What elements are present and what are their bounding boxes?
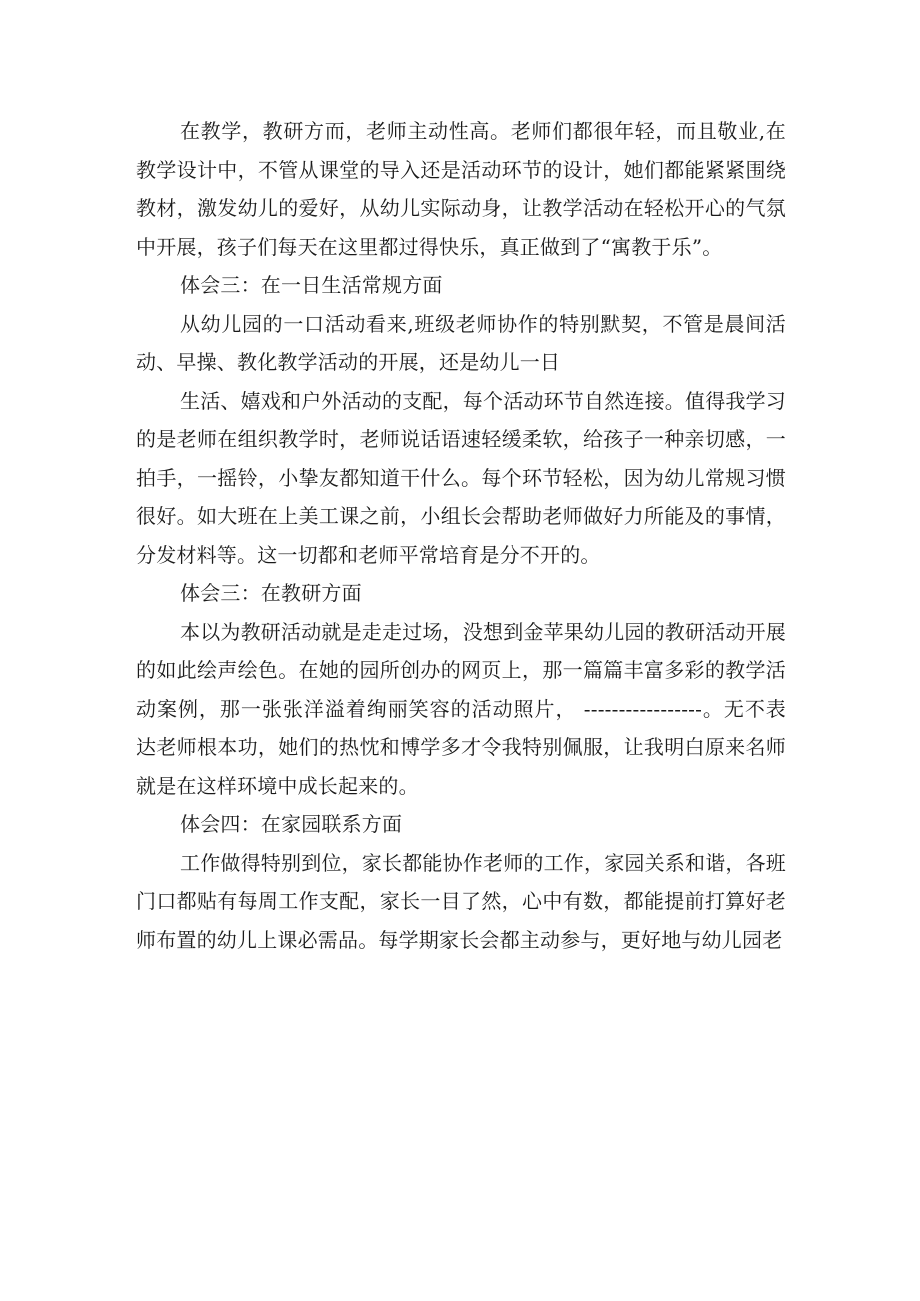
paragraph-home-school: 工作做得特别到位，家长都能协作老师的工作，家园关系和谐，各班门口都贴有每周工作支配，家长一目了然，心中有数，都能提前打算好老师布置的幼儿上课必需品。每学期家长会都主动参与，更好地与幼儿园老 <box>136 850 786 952</box>
heading-home-school: 体会四：在家园联系方面 <box>180 812 403 836</box>
paragraph-daily-activities: 从幼儿园的一口活动看来,班级老师协作的特别默契，不管是晨间活动、早操、教化教学活动的开展，还是幼儿一日 <box>136 311 786 374</box>
paragraph-routine-details: 生活、嬉戏和户外活动的支配，每个活动环节自然连接。值得我学习的是老师在组织教学时，老师说话语速轻缓柔软，给孩子一种亲切感，一拍手，一摇铃，小挚友都知道干什么。每个环节轻松，因为幼儿常规习惯很好。如大班在上美工课之前，小组长会帮助老师做好力所能及的事情，分发材料等。这一切都和老师平常培育是分不开的。 <box>136 388 786 567</box>
paragraph-teaching-research: 在教学，教研方而，老师主动性高。老师们都很年轻，而且敬业,在教学设计中，不管从课堂的导入还是活动环节的设计，她们都能紧紧围绕教材，激发幼儿的爱好，从幼儿实际动身，让教学活动在轻松开心的气氛中开展，孩子们每天在这里都过得快乐，真正做到了“寓教于乐”。 <box>136 119 786 259</box>
document-body <box>136 112 786 959</box>
heading-research: 体会三：在教研方面 <box>180 581 362 605</box>
paragraph-research-activities: 本以为教研活动就是走走过场，没想到金苹果幼儿园的教研活动开展的如此绘声绘色。在她的园所创办的网页上，那一篇篇丰富多彩的教学活动案例，那一张张洋溢着绚丽笑容的活动照片， -----------------。无不表达老师根本功，她们的热忱和博学多才令我特别佩服，让我明白原来名师就是在这样环境中成长起来的。 <box>136 619 786 798</box>
heading-daily-routine: 体会三：在一日生活常规方面 <box>180 273 443 297</box>
